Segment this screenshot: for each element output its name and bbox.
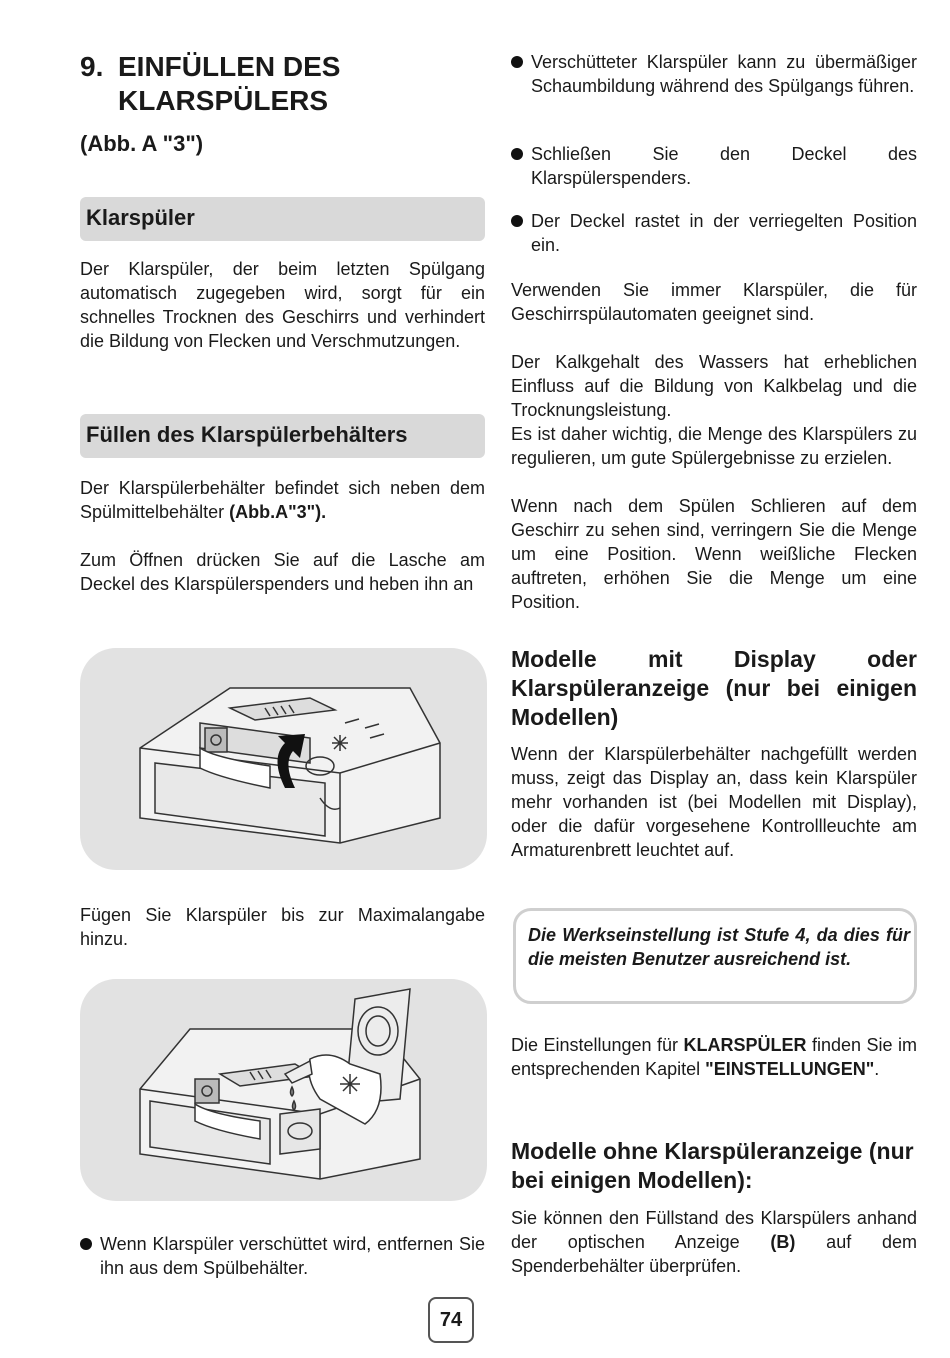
paragraph-location — [80, 476, 485, 524]
paragraph-optical-indicator — [511, 1206, 917, 1278]
keyword-klarspueler: KLARSPÜLER — [683, 1035, 807, 1055]
paragraph-text: Der Klarspülerbehälter befindet sich neben dem Spülmittelbehälter — [80, 478, 485, 522]
dispenser-fill-illustration — [80, 979, 487, 1201]
heading-bar-fuellen — [80, 414, 485, 458]
heading-bar-label: Klarspüler — [86, 205, 195, 230]
bullet-close-lid — [511, 142, 917, 190]
paragraph-display: Wenn der Klarspülerbehälter nachgefüllt werden muss, zeigt das Display an, dass kein Klarspüler mehr vorhanden ist (bei Modellen mit Display), oder die dafür vorgesehene Kontrollleuchte am Armaturenbrett leuchtet auf. — [511, 744, 917, 860]
heading-without-indicator: Modelle ohne Klarspüleranzeige (nur bei einigen Modellen): — [511, 1138, 914, 1193]
figure-pour-rinse-aid — [80, 979, 487, 1201]
paragraph-text: Sie können den Füllstand des Klarspülers anhand der optischen Anzeige — [511, 1208, 917, 1252]
bullet-text: Der Deckel rastet in der verriegelten Position ein. — [531, 211, 917, 255]
paragraph-adjust: Wenn nach dem Spülen Schlieren auf dem Geschirr zu sehen sind, verringern Sie die Menge um eine Position. Wenn weißliche Flecken auftreten, erhöhen Sie die Menge um eine Position. — [511, 496, 917, 612]
paragraph-text: finden Sie im entsprechenden Kapitel — [511, 1035, 917, 1079]
bullet-text: Wenn Klarspüler verschüttet wird, entfernen Sie ihn aus dem Spülbehälter. — [100, 1234, 485, 1278]
heading-bar-label: Füllen des Klarspülerbehälters — [86, 422, 408, 447]
figure-reference: (Abb.A"3"). — [229, 502, 327, 522]
heading-bar-klarspueler — [80, 197, 485, 241]
note-text: Die Werkseinstellung ist Stufe 4, da dies für die meisten Benutzer ausreichend ist. — [528, 925, 910, 969]
paragraph-lime: Der Kalkgehalt des Wassers hat erheblichen Einfluss auf die Bildung von Kalkbelag und die Trocknungsleistung. — [511, 352, 917, 420]
section-subtitle: (Abb. A "3") — [80, 131, 204, 156]
figure-open-lid — [80, 648, 487, 870]
keyword-einstellungen: "EINSTELLUNGEN" — [705, 1059, 875, 1079]
paragraph-use-rinse-aid: Verwenden Sie immer Klarspüler, die für Geschirrspülautomaten geeignet sind. — [511, 280, 917, 324]
bullet-text: Verschütteter Klarspüler kann zu übermäßiger Schaumbildung während des Spülgangs führen. — [531, 52, 917, 96]
heading-with-display: Modelle mit Display oder Klarspüleranzeige (nur bei einigen Modellen) — [511, 646, 917, 730]
bullet-dot-icon — [511, 148, 523, 160]
paragraph-fill: Fügen Sie Klarspüler bis zur Maximalangabe hinzu. — [80, 905, 485, 949]
bullet-text: Schließen Sie den Deckel des Klarspülerspenders. — [531, 144, 917, 188]
bullet-foam — [511, 50, 917, 98]
note-box — [513, 908, 917, 1004]
paragraph-text: auf dem Spenderbehälter überprüfen. — [511, 1232, 917, 1276]
dispenser-open-illustration — [80, 648, 487, 870]
bullet-lock — [511, 209, 917, 257]
paragraph-settings — [511, 1033, 917, 1081]
paragraph-text: Die Einstellungen für — [511, 1035, 684, 1055]
bullet-dot-icon — [511, 215, 523, 227]
section-number: 9. — [80, 51, 104, 82]
reference-b: (B) — [770, 1232, 796, 1252]
bullet-spill — [80, 1232, 485, 1280]
bullet-dot-icon — [80, 1238, 92, 1250]
section-title: EINFÜLLEN DES KLARSPÜLERS — [118, 51, 341, 116]
paragraph-intro: Der Klarspüler, der beim letzten Spülgang automatisch zugegeben wird, sorgt für ein schnelles Trocknen des Geschirrs und verhindert die Bildung von Flecken und Verschmutzungen. — [80, 259, 485, 351]
page-number: 74 — [428, 1297, 474, 1343]
paragraph-regulate: Es ist daher wichtig, die Menge des Klarspülers zu regulieren, um gute Spülergebnisse zu erzielen. — [511, 424, 917, 468]
paragraph-open: Zum Öffnen drücken Sie auf die Lasche am Deckel des Klarspülerspenders und heben ihn an — [80, 550, 485, 594]
bullet-dot-icon — [511, 56, 523, 68]
paragraph-text: . — [874, 1059, 880, 1079]
